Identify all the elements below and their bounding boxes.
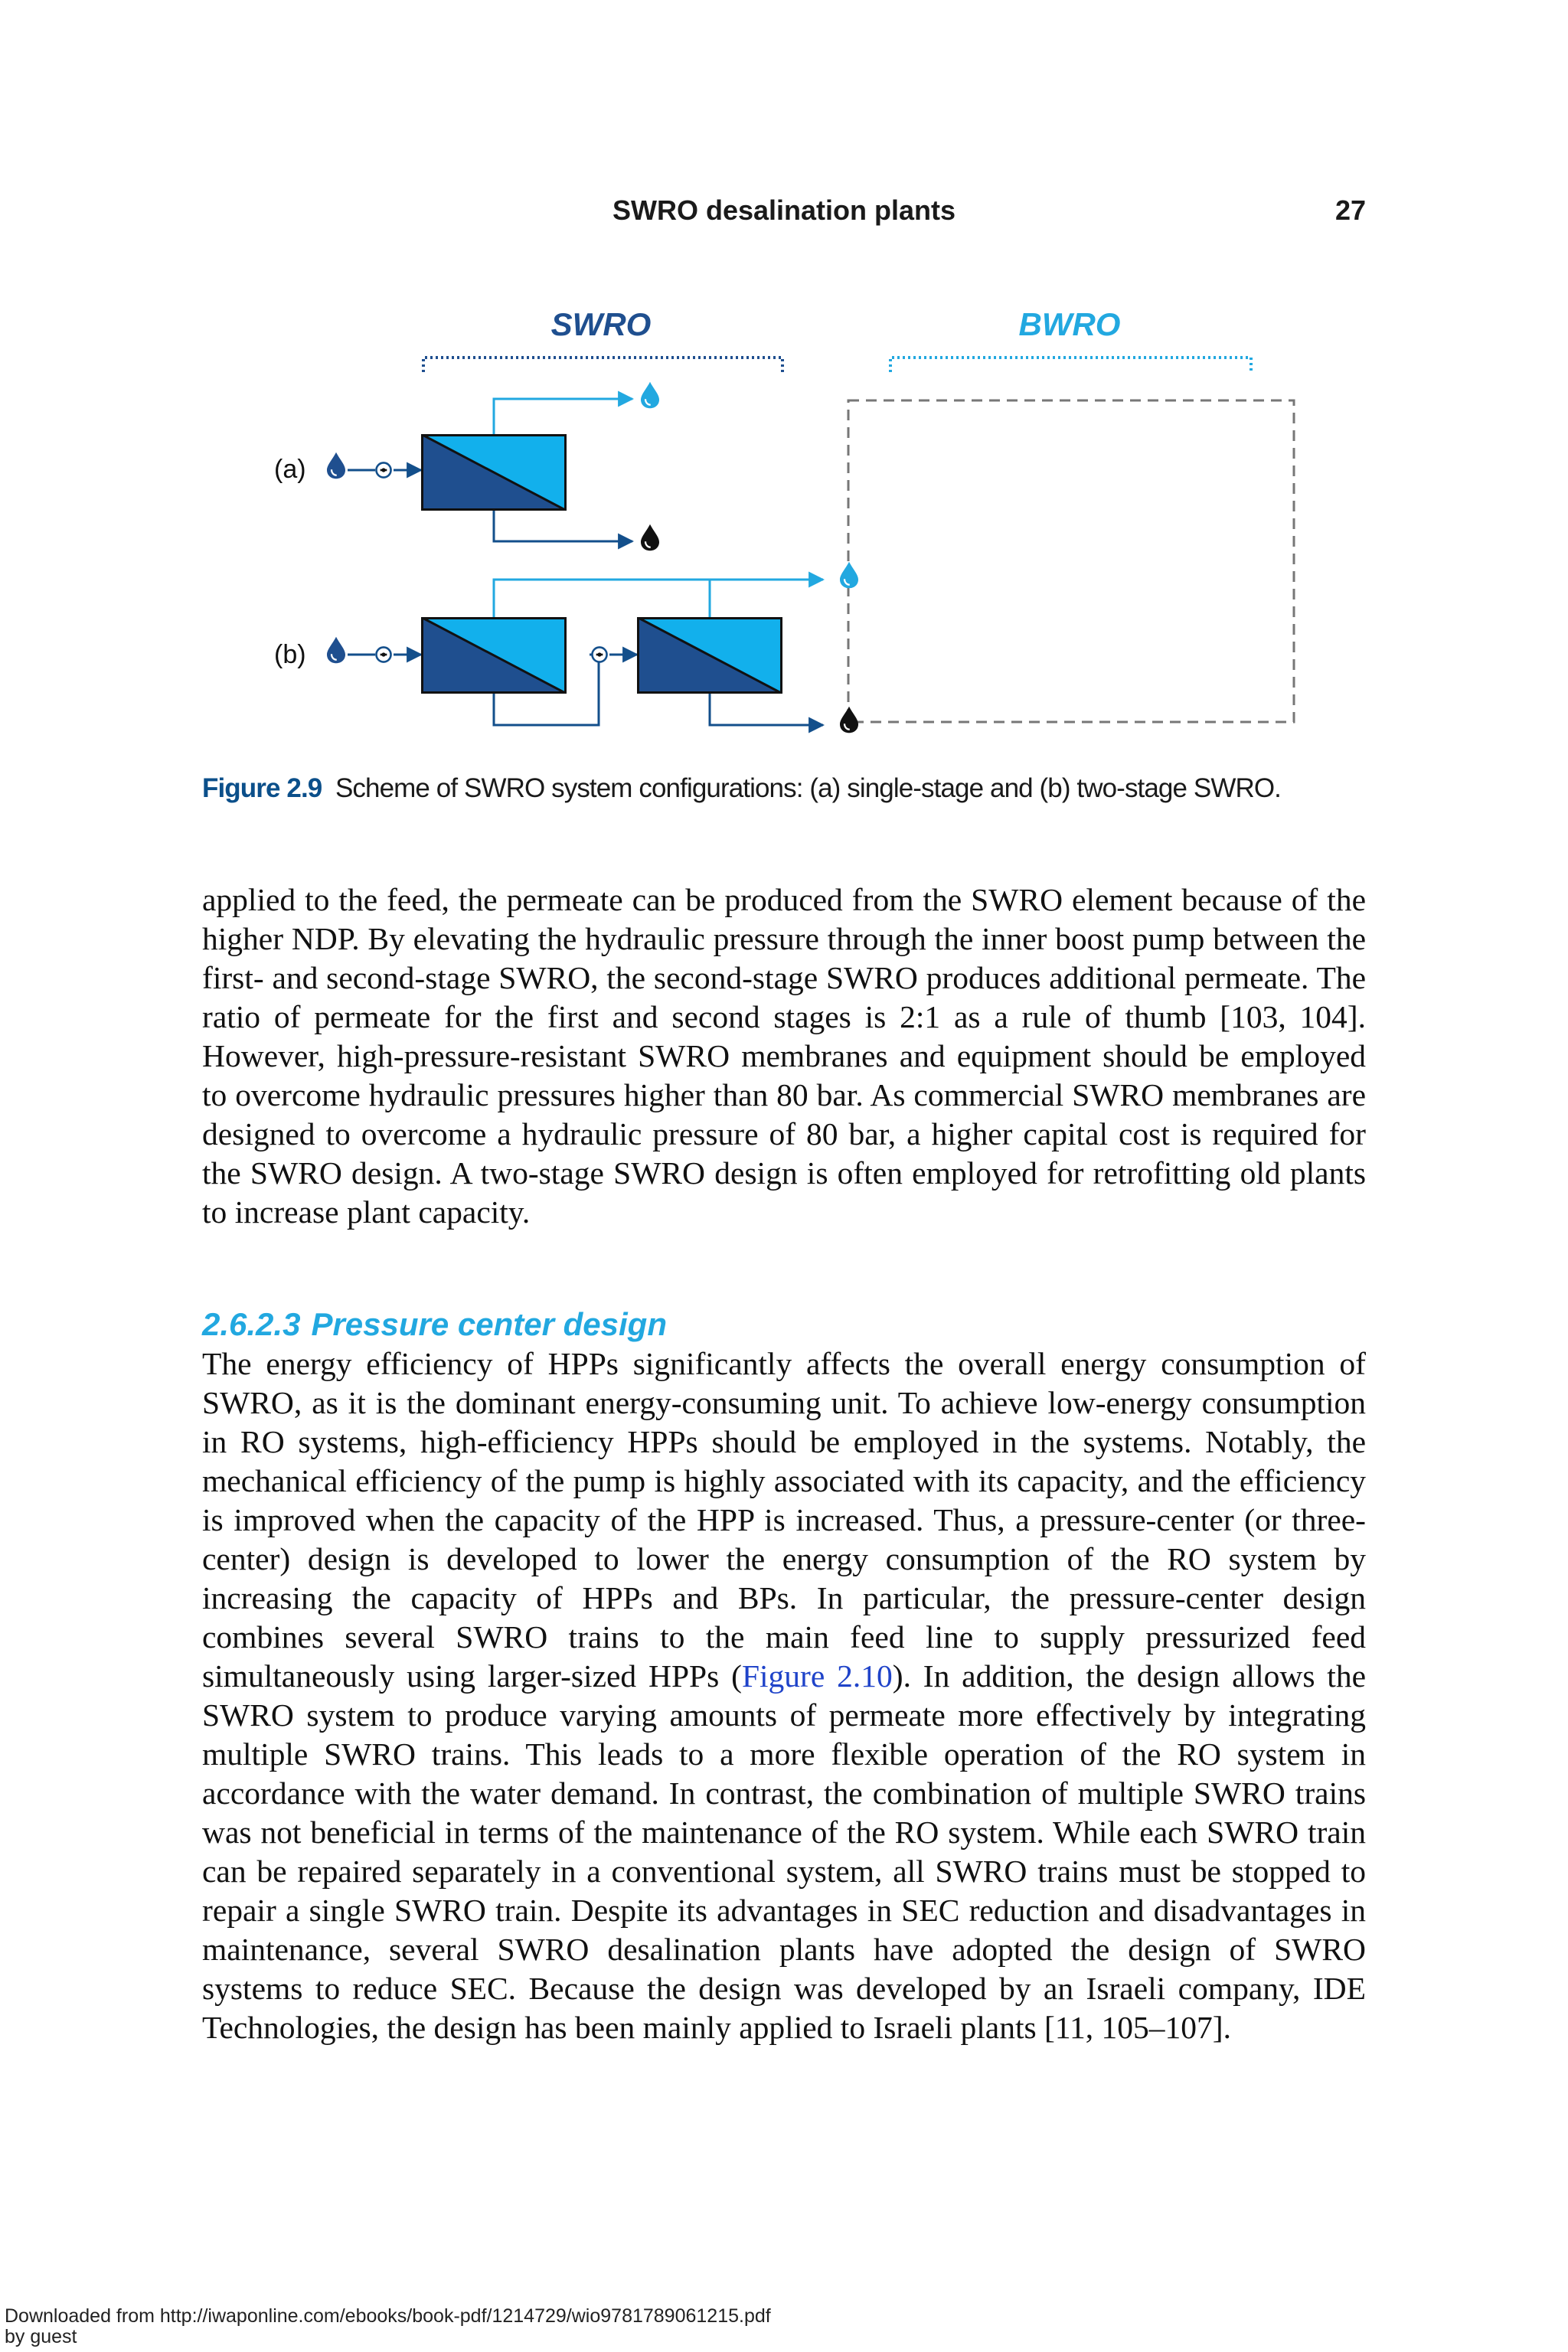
permeate-line-b — [494, 580, 823, 617]
feed-drop-icon-b — [327, 637, 345, 664]
membrane-element-icon-b2 — [637, 617, 782, 694]
brine-line-b — [710, 694, 823, 725]
paragraph-2-part-1: The energy efficiency of HPPs significantly affects the overall energy consumption of SWRO, as it is the dominant energy-consuming unit. To achieve low-energy consumption in RO systems, high-efficiency HPPs should be employed in the systems. Notably, the mechanical efficiency of the pump is highly associated with its capacity, and the efficiency is improved when the capacity of the HPP is increased. Thus, a pressure-center (or three-center) design is developed to lower the energy consumption of the RO system by increasing the capacity of HPPs and BPs. In particular, the pressure-center design combines several SWRO trains to the main feed line to supply pressurized feed simultaneously using larger-sized HPPs ( — [202, 1346, 1366, 1694]
swro-configuration-figure — [0, 0, 1568, 766]
download-footer — [5, 2306, 771, 2347]
bwro-box — [848, 400, 1294, 722]
footer-line-1: Downloaded from http://iwaponline.com/ebooks/book-pdf/1214729/wio9781789061215.pdf — [5, 2305, 771, 2327]
paragraph-2-part-2: ). In addition, the design allows the SWRO system to produce varying amounts of permeate more effectively by integrating multiple SWRO trains. This leads to a more flexible operation of the RO system in accordance with the water demand. In contrast, the combination of multiple SWRO trains was not beneficial in terms of the maintenance of the RO system. While each SWRO train can be repaired separately in a conventional system, all SWRO trains must be stopped to repair a single SWRO train. Despite its advantages in SEC reduction and disadvantages in maintenance, several SWRO desalination plants have adopted the design of SWRO systems to reduce SEC. Because the design was developed by an Israeli company, IDE Technologies, the design has been mainly applied to Israeli plants [11, 105–107]. — [202, 1658, 1367, 2045]
footer-line-2: by guest — [5, 2326, 77, 2347]
feed-drop-icon-a — [327, 452, 345, 479]
figure-caption — [202, 773, 1366, 804]
booster-pump-icon — [592, 647, 606, 662]
paragraph-1: applied to the feed, the permeate can be produced from the SWRO element because of the higher NDP. By elevating the hydraulic pressure through the inner boost pump between the first- and second-stage SWRO, the second-stage SWRO produces additional permeate. The ratio of permeate for the first and second stages is 2:1 as a rule of thumb [103, 104]. However, high-pressure-resistant SWRO membranes and equipment should be employed to overcome hydraulic pressures higher than 80 bar. As commercial SWRO membranes are designed to overcome a hydraulic pressure of 80 bar, a higher capital cost is required for the SWRO design. A two-stage SWRO design is often employed for retrofitting old plants to increase plant capacity. — [202, 882, 1366, 1230]
page-number: 27 — [1334, 194, 1366, 226]
paragraph-2 — [202, 1344, 1366, 2047]
permeate-line-a — [494, 399, 632, 434]
pump-icon-b — [376, 647, 390, 662]
figure-2-10-link[interactable]: Figure 2.10 — [741, 1658, 893, 1694]
section-heading — [202, 1306, 667, 1343]
membrane-element-icon-b1 — [421, 617, 567, 694]
section-number: 2.6.2.3 — [202, 1306, 301, 1342]
row-b-label: (b) — [274, 640, 306, 669]
swro-bracket — [423, 358, 782, 372]
permeate-drop-icon-a — [641, 382, 659, 409]
brine-drop-icon-a — [641, 524, 659, 551]
permeate-drop-icon-b — [840, 562, 858, 589]
bwro-bracket — [890, 358, 1251, 372]
brine-line-a — [494, 511, 632, 541]
section-title: Pressure center design — [311, 1306, 667, 1342]
brine-drop-icon-b — [840, 707, 858, 733]
membrane-element-icon-a — [421, 434, 567, 511]
pump-icon-a — [376, 462, 390, 477]
swro-group-label: SWRO — [550, 306, 652, 342]
caption-label: Figure 2.9 — [202, 773, 322, 803]
caption-text: Scheme of SWRO system configurations: (a) single-stage and (b) two-stage SWRO. — [335, 773, 1281, 803]
running-title: SWRO desalination plants — [612, 194, 956, 226]
bwro-group-label: BWRO — [1018, 306, 1121, 342]
row-a-label: (a) — [274, 455, 306, 484]
